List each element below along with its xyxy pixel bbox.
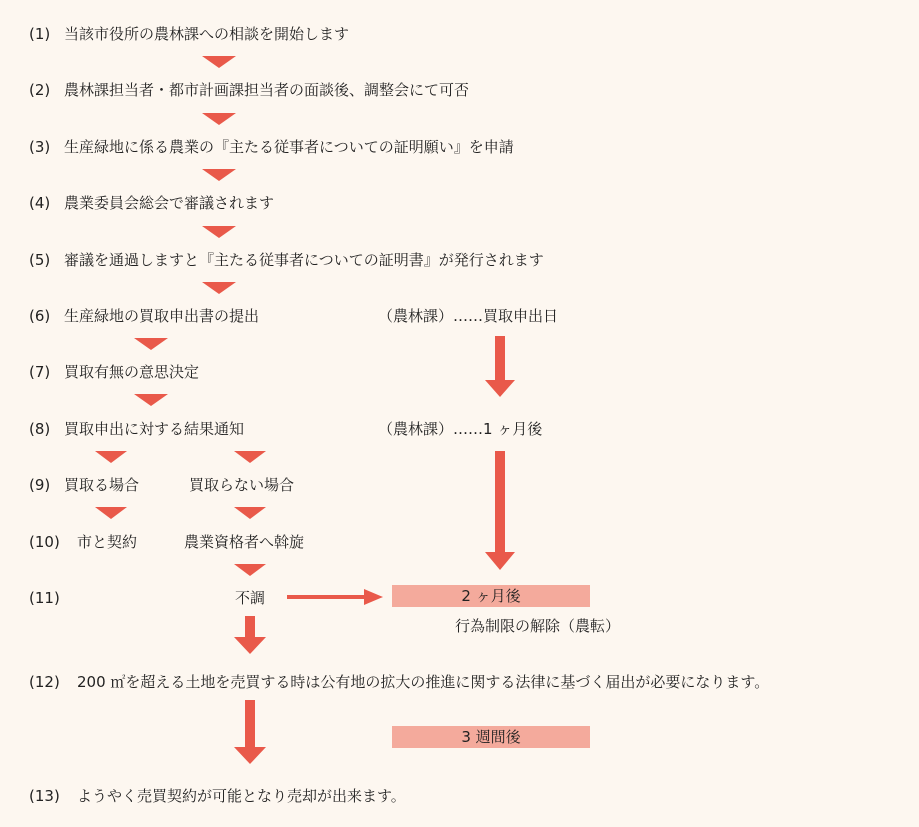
- step-3-number: (3): [29, 138, 51, 156]
- step-9-text-buy: 買取る場合: [64, 476, 140, 494]
- arrow-5-6: [202, 282, 236, 294]
- step-3-text: 生産緑地に係る農業の『主たる従事者についての証明願い』を申請: [64, 138, 514, 156]
- arrow-8-9b: [234, 451, 266, 463]
- step-9-text-not-buy: 買取らない場合: [189, 476, 295, 494]
- step-6-number: (6): [29, 307, 51, 325]
- step-4-text: 農業委員会総会で審議されます: [64, 194, 275, 212]
- step-5-number: (5): [29, 251, 51, 269]
- step-8-text: 買取申出に対する結果通知: [64, 420, 245, 438]
- step-12-text: 200 ㎡を超える土地を売買する時は公有地の拡大の推進に関する法律に基づく届出が必要になります。: [77, 673, 770, 691]
- step-13-number: (13): [29, 787, 60, 805]
- step-1-number: (1): [29, 25, 51, 43]
- arrow-month-head: [485, 552, 515, 570]
- step-11-text: 不調: [235, 589, 266, 607]
- arrow-month-shaft: [495, 451, 505, 553]
- arrow-10-11: [234, 564, 266, 576]
- step-4-number: (4): [29, 194, 51, 212]
- step-10-text-mediation: 農業資格者へ斡旋: [184, 533, 305, 551]
- step-5-text: 審議を通過しますと『主たる従事者についての証明書』が発行されます: [64, 251, 544, 269]
- step-2-text: 農林課担当者・都市計画課担当者の面談後、調整会にて可否: [64, 81, 470, 99]
- arrow-4-5: [202, 226, 236, 238]
- box-two-months: 2 ヶ月後: [392, 585, 590, 607]
- arrow-3-4: [202, 169, 236, 181]
- note-one-month: （農林課）……1 ヶ月後: [378, 420, 543, 438]
- arrow-date-shaft: [495, 336, 505, 382]
- step-8-number: (8): [29, 420, 51, 438]
- arrow-7-8: [134, 394, 168, 406]
- step-11-number: (11): [29, 589, 60, 607]
- arrow-11-12-head: [234, 637, 266, 654]
- arrow-12-13-shaft: [245, 700, 255, 748]
- arrow-9-10a: [95, 507, 127, 519]
- arrow-date-head: [485, 380, 515, 397]
- arrow-12-13-head: [234, 747, 266, 764]
- step-10-number: (10): [29, 533, 60, 551]
- step-13-text: ようやく売買契約が可能となり売却が出来ます。: [77, 787, 406, 805]
- step-7-number: (7): [29, 363, 51, 381]
- step-1-text: 当該市役所の農林課への相談を開始します: [64, 25, 350, 43]
- step-12-number: (12): [29, 673, 60, 691]
- arrow-1-2: [202, 56, 236, 68]
- arrow-8-9a: [95, 451, 127, 463]
- step-9-number: (9): [29, 476, 51, 494]
- arrow-6-7: [134, 338, 168, 350]
- arrow-fail-head: [364, 589, 383, 605]
- arrow-11-12-shaft: [245, 616, 255, 638]
- note-purchase-date: （農林課）……買取申出日: [378, 307, 559, 325]
- note-restriction-release: 行為制限の解除（農転）: [455, 617, 621, 635]
- arrow-2-3: [202, 113, 236, 125]
- box-three-weeks: 3 週間後: [392, 726, 590, 748]
- step-2-number: (2): [29, 81, 51, 99]
- step-7-text: 買取有無の意思決定: [64, 363, 200, 381]
- arrow-fail-shaft: [287, 595, 365, 599]
- step-6-text: 生産緑地の買取申出書の提出: [64, 307, 260, 325]
- arrow-9-10b: [234, 507, 266, 519]
- step-10-text-contract: 市と契約: [77, 533, 138, 551]
